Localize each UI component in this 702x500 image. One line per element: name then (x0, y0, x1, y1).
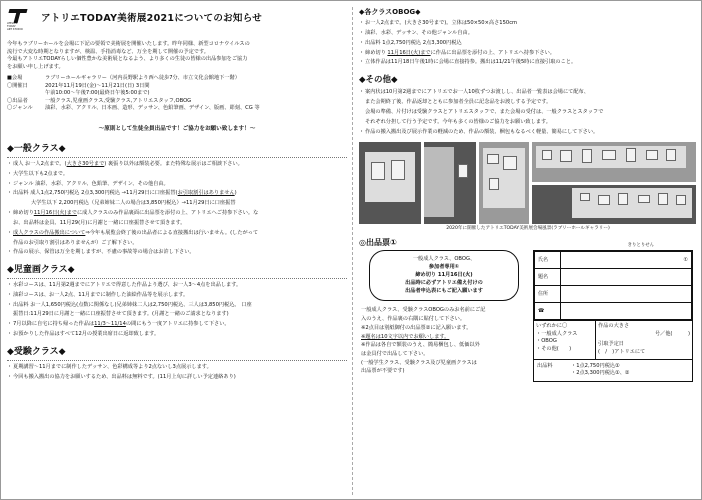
list-item: ・ 出品料 成人1点2,750円税込 2点3,300円税込 →11月29日に口座振替(お引取割引はありません) (7, 190, 347, 198)
principle-text: ～原則として生徒全員出品です！ご協力をお願い致します！～ (98, 125, 256, 132)
form-row-address: 住所 (535, 286, 692, 303)
list-item: ・ 成人 お一人2点まで。(大きさ30号まで) 裏張り以外は額装必要。また特殊な展示はご相談下さい。 (7, 161, 347, 169)
address-field[interactable] (561, 286, 692, 303)
class-select[interactable]: いずれかに〇 ・一般成人クラス ・OBOG ・その他( ) (534, 321, 596, 358)
photo-1 (359, 142, 421, 224)
form-class-size (534, 320, 692, 358)
name-field[interactable]: ① (561, 252, 692, 269)
list-item: ・ 立体作品は11月18日午後1時に会場に直接持参。搬出は11/21午後5時に直接引取のこと。 (359, 59, 697, 67)
list-item: 作品のお引取り割引はありませんが）ご了解下さい。 (13, 239, 138, 246)
header (7, 7, 347, 31)
list-item: ・ 油彩、水彩、デッサン、その他ジャンル自由。 (359, 30, 697, 38)
event-info (7, 75, 347, 113)
juken-list (7, 364, 347, 381)
list-item: ・ 出品料 お一人1,650円税込(点数に関係なし)兄弟姉妹二人は2,750円税込、三人は3,850円税込。 口座 (7, 302, 347, 310)
obog-section (359, 7, 697, 67)
jido-section (7, 264, 347, 339)
photo-3 (479, 142, 529, 224)
form-fields-table (534, 251, 692, 320)
info-dates: 〇開催日 2021年11月19日(金)～11月21日(日) 3日間 (7, 82, 150, 89)
info-hours: 午前10:00～午後7:00(最終日午後5:00まで) (45, 90, 150, 97)
atelier-today-logo: ATELIER TODAY ART STUDIO (7, 8, 31, 30)
sonota-list (359, 89, 697, 136)
phone-field[interactable] (561, 303, 692, 320)
list-item: ・ 作品の搬入搬出及び展示作業の軽減のため、作品の額装、梱包もなるべく軽量、簡易にして下さい。 (359, 129, 697, 137)
entry-form (533, 243, 693, 381)
list-item: ・ お一人2点まで。(大きさ30号まで)。立体は50×50×高さ150cm (359, 20, 697, 28)
list-item: ・ お預かりした作品はすべて12月の授業出席日に返却致します。 (7, 331, 347, 339)
page-title: アトリエTODAY美術展2021についてのお知らせ (41, 13, 263, 25)
sonota-section (359, 74, 697, 136)
photo-4 (532, 142, 696, 182)
info-venue: ■会場 ラブリーホールギャラリー（河内長野駅より西へ徒歩7分、市立文化会館地下一階） (7, 75, 240, 82)
ippan-list (7, 161, 347, 257)
photo-5 (532, 185, 696, 224)
shuppin-instructions (359, 250, 529, 381)
column-divider (352, 7, 353, 495)
list-item: 会場の準備、片付けは受験クラスとアトリエスタッフで、また会場の受付は、一般クラスとスタッフで (365, 108, 604, 115)
list-item: ・ 今回も搬入搬出の協力をお願いするため、出品料は無料です。(11月上旬に詳しい予定連絡あり) (7, 374, 347, 382)
list-item: ・ 水彩コースは、11月第2週までにアトリエで得意した作品より選び、お一人3～4点を出品します。 (7, 282, 347, 290)
list-item: 振替日:11月29日に月謝と一緒に口座振替させて頂きます。(月謝と一緒のご請求となります) (13, 311, 229, 318)
ippan-heading: ◆一般クラス◆ (7, 143, 347, 158)
intro-text: 今年もラブリーホールを会場に下記の要領で美術展を開催いたします。昨年同様、新型コロナウイルスの 流行で大変な時期となりますが、検温、手指消毒など、万全を期して開催の予定です。 今最もアトリエTODAYらしい個性豊かな美術展となるよう、より多くの生徒の皆様の出品参加をご協力 をお願い申し上げます。 (7, 41, 250, 70)
photo-2 (424, 142, 476, 224)
info-exhibitors: 〇出品者 一般クラス,児童画クラス,受験クラス,アトリエスタッフ,OBOG (7, 97, 192, 104)
list-item: また会期終了後、作品返却とともに参加者全員に記念品をお渡しする予定です。 (365, 99, 552, 106)
form-row-phone (535, 303, 692, 320)
jido-list (7, 282, 347, 339)
list-item: ・ 作品の展示、保管は万全を期しますが、不慮の事故等の場合はお許し下さい。 (7, 249, 347, 257)
juken-heading: ◆受験クラス◆ (7, 346, 347, 361)
exhibition-photos (359, 142, 697, 224)
jido-heading: ◆児童画クラス◆ (7, 264, 347, 279)
deadline-bubble: 一般成人クラス、OBOG、 参加者専用① 締め切り 11月16日(火) 出品時に必ずアトリエ備え付けの 出品者申込表にもご記入願います (369, 250, 519, 301)
shuppin-area (359, 243, 697, 381)
sonota-heading: ◆その他◆ (359, 74, 398, 85)
list-item: ・ 出品料 1点2,750円税込 2点3,300円税込 (359, 40, 697, 48)
form-row-title: 題名 (535, 269, 692, 286)
list-item: ・ 7月以降に自宅に持ち帰った作品は11/3～11/14の間にもう一度アトリエに持参して下さい。 (7, 321, 347, 329)
left-column (7, 7, 347, 383)
size-and-pickup[interactable]: 作品の大きさ 号／他( ) 引取予定日 ( / )アトリエにて (598, 323, 690, 355)
cut-line-label: きりとりせん (627, 243, 654, 249)
list-item: ・ 締め切り11月16日(火)までに成人クラスのみ作品裏面に出品票を添付の上、アトリエへご持参下さい。な (7, 210, 347, 218)
list-item: ・ 大学生以下も2点まで。 (7, 171, 347, 179)
right-column (359, 7, 697, 382)
list-item: ・ ジャンル 油彩、水彩、アクリル、色鉛筆、デザイン、その他自由。 (7, 181, 347, 189)
ippan-section (7, 143, 347, 257)
list-item: 大学生以下 2,200円税込（兄弟姉妹二人の場合は3,850円税込）→11月29日に口座振替 (31, 200, 236, 207)
form-row-name: 氏名 ① (535, 252, 692, 269)
list-item: ・ 締め切り 11月16日(火)までに作品に出品票を添付の上、アトリエへ持参下さい。 (359, 50, 697, 58)
photo-caption: 2020年に開催したアトリエTODAY美術展会場風景(ラブリーホールギャラリー) (446, 226, 610, 232)
shuppin-heading: ◎出品票① (359, 237, 397, 247)
list-item: ・ 案内状は10月第2週までにアトリエでお一人10枚ずつお渡しし、出品者一覧表は会場にて配布、 (359, 89, 697, 97)
juken-section (7, 346, 347, 381)
photo-stack (532, 142, 696, 224)
obog-list (359, 20, 697, 67)
list-item: ・ 油彩コースは、お一人2点、11月までに制作した油絵作品等を展示します。 (7, 292, 347, 300)
info-genre: 〇ジャンル 油彩、水彩、アクリル、日本画、造形、デッサン、色鉛筆画、デザイン、版画、彫刻、CG 等 (7, 105, 260, 112)
list-item: ・ 成人クラスの作品搬出について⇒今年も展覧会終了後の出品者による直接搬出は行いません。(したがって (7, 230, 347, 238)
shuppin-notes: 一般成人クラス、受験クラスOBOGのみお名前にご記 入のうえ、作品裏の右隅に貼付して下さい。 ※2点目は別紙御付の出品票②に記入願います。 ※題名は10文字以内でお願いします。 ※作品は各自で額装のうえ、簡易梱包し、低価以外 は金具付で出品して下さい。 (一般学生クラス、受験クラス及び児童画クラスは 出品票が不要です) (361, 307, 486, 375)
obog-heading: ◆各クラスOBOG◆ (359, 8, 421, 16)
form-fee[interactable]: 出品料 ・1点2,750円税込① ・2点3,300円税込①、② (534, 359, 692, 381)
title-field[interactable] (561, 269, 692, 286)
list-item: ・ 夏期講習～11月までに制作したデッサン、色彩構成等より2点ないし3点展示します。 (7, 364, 347, 372)
phone-icon: ☎ (535, 303, 561, 320)
list-item: お、出品料は金具、11月29(月)に月謝と一緒に口座振替させて頂きます。 (13, 219, 186, 226)
list-item: それぞれ分担して行う予定です。今年も多くの皆様のご協力をお願い致します。 (365, 118, 551, 125)
